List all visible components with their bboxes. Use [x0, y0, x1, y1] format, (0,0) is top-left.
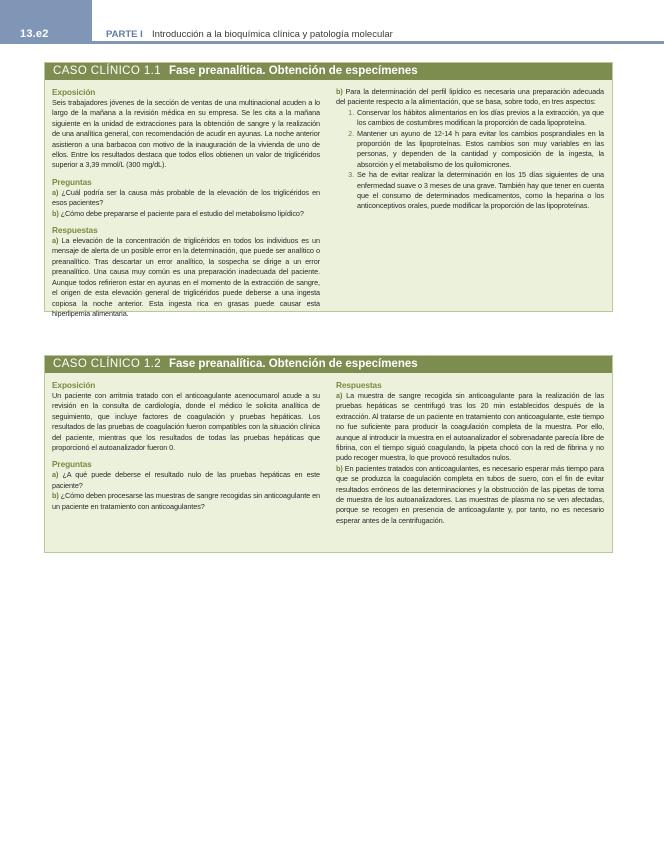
pregunta-text: ¿A qué puede deberse el resultado nulo de las pruebas hepáticas en este paciente? — [52, 470, 320, 490]
case-box-1-2 — [44, 355, 613, 553]
respuesta-text: En pacientes tratados con anticoagulantes, es necesario esperar más tiempo para que se produzca la coagulación completa en tubos de suero, con el fin de evitar resultados erróneos de las determinaciones y la obstrucción de las pipetas de toma de muestra de los autoanalizadores. Las muestras de plasma no se ven afectadas, porque se recogen en presencia de anticoagulante y, por tanto, no es necesario esperar antes de la centrifugación. — [336, 463, 604, 525]
pregunta-text: ¿Cómo deben procesarse las muestras de sangre recogidas sin anticoagulante en un paciente en tratamiento con anticoagulantes? — [52, 491, 320, 511]
respuesta-letter: a) — [336, 391, 343, 400]
case-header — [45, 63, 612, 80]
case-label: CASO CLÍNICO 1.1 — [53, 65, 162, 77]
pregunta-b — [52, 209, 320, 219]
page-number-tab — [0, 0, 92, 44]
respuesta-text: La elevación de la concentración de triglicéridos en todos los individuos es un mensaje de alerta de un posible error en la determinación, que puede ser analítico o preanalítico. Tras descartar un error analítico, la sospecha se dirige a un error preanalítico. Una causa muy común es una preparación inadecuada del paciente. Aunque todos refirieron estar en ayunas en el momento de la extracción de sangre, el origen de esta elevación general de triglicéridos puede deberse a una ingesta copiosa la noche anterior. Esta ingesta rica en grasas puede causar esta hiperlipemia alimentaria. — [52, 236, 320, 318]
pregunta-letter: b) — [52, 491, 59, 501]
part-label: PARTE I — [106, 29, 143, 40]
page-number: 13.e2 — [20, 28, 49, 40]
respuesta-text: La muestra de sangre recogida sin anticoagulante para la realización de las pruebas hepáticas se centrifugó tras los 20 min establecidos después de la extracción. Al tratarse de un paciente en tratamiento con anticoagulante, este tiempo no fue suficiente para producir la coagulación completa de la muestra. Por ello, aunque al introducir la muestra en el autoanalizador el sobrenadante parecía libre de fibrina, con el tiempo siguió coagulando, la pipeta chocó con la red de fibrina y no pudo recoger muestra, lo que provocó resultados nulos. — [336, 391, 604, 463]
case-left-column — [52, 380, 320, 512]
respuesta-a — [52, 236, 320, 319]
case-right-column — [336, 380, 604, 526]
case-label: CASO CLÍNICO 1.2 — [53, 358, 162, 370]
list-item: 3. Se ha de evitar realizar la determinación en los 15 días siguientes de una enfermedad suave o 3 meses de una grave. También hay que tener en cuenta que el consumo de determinados medicamentos, como la heparina o los anticonceptivos orales, puede modificar la proporción de las lipoproteínas. — [356, 170, 604, 212]
pregunta-a — [52, 470, 320, 491]
preguntas-heading: Preguntas — [52, 459, 92, 470]
pregunta-text: ¿Cómo debe prepararse el paciente para el estudio del metabolismo lipídico? — [60, 208, 304, 218]
respuesta-b-list — [336, 108, 604, 212]
respuestas-heading: Respuestas — [52, 225, 98, 236]
case-right-column — [336, 87, 604, 212]
respuesta-letter: b) — [336, 463, 343, 473]
respuesta-b — [336, 87, 604, 108]
preguntas-heading: Preguntas — [52, 176, 92, 187]
list-item: 2. Mantener un ayuno de 12-14 h para evitar los cambios posprandiales en la proporción de las lipoproteínas. Estos cambios son muy variables en las personas, y dependen de la cantidad y composición de la ingesta, la absorción y el metabolismo de los quilomicrones. — [356, 129, 604, 171]
pregunta-letter: a) — [52, 470, 59, 480]
pregunta-letter: b) — [52, 208, 59, 218]
exposicion-text: Seis trabajadores jóvenes de la sección de ventas de una multinacional acuden a lo largo de la mañana a la revisión médica en su empresa. Se les cita a la mañana siguiente en la unidad de extracciones para la obtención de sangre y la realización de una analítica general, con recomendación de acudir en ayunas. La noche anterior asistieron a una barbacoa con motivo de la inauguración de la vivienda de uno de ellos. Entre los resultados destaca que todos ellos obtienen un valor de triglicéridos superior a 3,39 mmol/L (300 mg/dL). — [52, 98, 320, 170]
part-title: Introducción a la bioquímica clínica y patología molecular — [152, 29, 393, 40]
respuesta-text: Para la determinación del perfil lipídico es necesaria una preparación adecuada del paciente respecto a la alimentación, que se basa, sobre todo, en tres aspectos: — [336, 87, 604, 107]
case-title: Fase preanalítica. Obtención de especímenes — [169, 65, 418, 77]
exposicion-heading: Exposición — [52, 380, 96, 390]
case-title: Fase preanalítica. Obtención de especímenes — [169, 358, 418, 370]
page-header — [0, 0, 664, 44]
pregunta-a — [52, 188, 320, 209]
case-box-1-1 — [44, 62, 613, 318]
exposicion-heading: Exposición — [52, 87, 96, 97]
pregunta-text: ¿Cuál podría ser la causa más probable de la elevación de los triglicéridos en esos pacientes? — [52, 187, 320, 208]
respuestas-heading: Respuestas — [336, 380, 382, 390]
case-left-column — [52, 87, 320, 319]
list-item: 1. Conservar los hábitos alimentarios en los días previos a la extracción, ya que los cambios de costumbres modifican la proporción de cada lipoproteína. — [356, 108, 604, 129]
respuesta-letter: b) — [336, 87, 343, 96]
respuesta-letter: a) — [52, 236, 59, 246]
pregunta-letter: a) — [52, 187, 59, 197]
respuesta-a — [336, 391, 604, 464]
pregunta-b — [52, 491, 320, 512]
exposicion-text: Un paciente con arritmia tratado con el anticoagulante acenocumarol acude a su revisión en la consulta de cardiología, donde el médico le solicita analítica de seguimiento, que incluye factores de coagulación y pruebas hepáticas. Los resultados de las pruebas de coagulación fueron compatibles con la situación clínica del paciente, mientras que los resultados de todas las pruebas hepáticas que proporcionó el autoanalizador fueron 0. — [52, 391, 320, 453]
header-rule — [92, 41, 664, 44]
case-header — [45, 356, 612, 373]
respuesta-b — [336, 464, 604, 526]
